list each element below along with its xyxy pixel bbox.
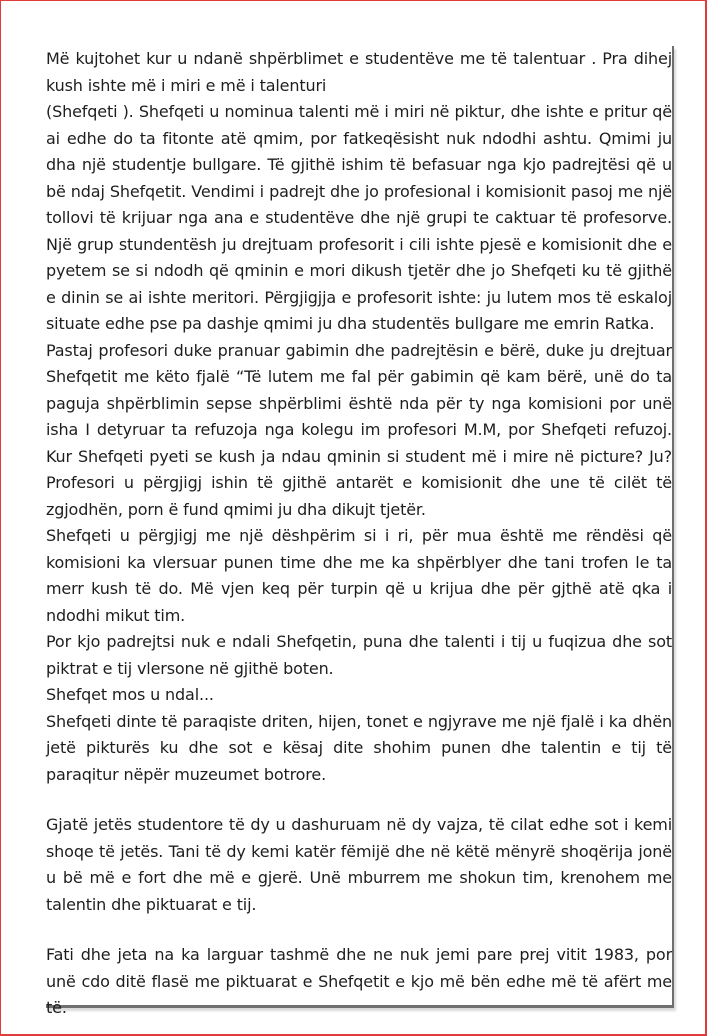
document-text bbox=[46, 46, 672, 1022]
paragraph-5: Por kjo padrejtsi nuk e ndali Shefqetin, puna dhe talenti i tij u fuqizua dhe sot piktrat e tij vlersone në gjithë boten. bbox=[46, 632, 672, 678]
paragraph-1: Më kujtohet kur u ndanë shpërblimet e studentëve me të talentuar . Pra dihej kush ishte më i miri e më i talenturi bbox=[46, 49, 672, 95]
paragraph-2: (Shefqeti ). Shefqeti u nominua talenti më i miri në piktur, dhe ishte e pritur që ai edhe do ta fitonte atë qmim, por fatkeqësisht nuk ndodhi ashtu. Qmimi ju dha një studentje bullgare. Të gjithë ishim të befasuar nga kjo padrejtësi që u bë ndaj Shefqetit. Vendimi i padrejt dhe jo profesional i komisionit pasoj me një tollovi të krijuar nga ana e studentëve dhe një grupi te caktuar të profesorve. Një grup stundentësh ju drejtuam profesorit i cili ishte pjesë e komisionit dhe e pyetem se si ndodh që qminin e mori dikush tjetër dhe jo Shefqeti ku të gjithë e dinin se ai ishte meritori. Përgjigjja e profesorit ishte: ju lutem mos të eskaloj situate edhe pse pa dashje qmimi ju dha studentës bullgare me emrin Ratka. bbox=[46, 102, 672, 333]
paragraph-8: Gjatë jetës studentore të dy u dashuruam në dy vajza, të cilat edhe sot i kemi shoqe të jetës. Tani të dy kemi katër fëmijë dhe në këtë mënyrë shoqërija jonë u bë më e fort dhe më e gjerë. Unë mburrem me shokun tim, krenohem me talentin dhe piktuarat e tij. bbox=[46, 815, 672, 914]
document-page bbox=[46, 46, 674, 1017]
paragraph-spacer bbox=[46, 918, 672, 942]
paragraph-9: Fati dhe jeta na ka larguar tashmë dhe ne nuk jemi pare prej vitit 1983, por unë cdo ditë flasë me piktuarat e Shefqetit e kjo më bën edhe më të afërt me të. bbox=[46, 945, 672, 1017]
paragraph-3: Pastaj profesori duke pranuar gabimin dhe padrejtësin e bërë, duke ju drejtuar Shefqetit me këto fjalë “Të lutem me fal për gabimin që kam bërë, unë do ta paguja shpërblimin sepse shpërblimi është nda për ty nga komisioni por unë isha I detyruar ta refuzoja nga kolegu im profesori M.M, por Shefqeti refuzoj. Kur Shefqeti pyeti se kush ja ndau qminin si student më i mire në picture? Ju? Profesori u përgjigj ishin të gjithë antarët e komisionit dhe une të cilët të zgjodhën, porn ë fund qmimi ju dha dikujt tjetër. bbox=[46, 340, 672, 519]
paragraph-6: Shefqet mos u ndal... bbox=[46, 685, 214, 704]
paragraph-4: Shefqeti u përgjigj me një dëshpërim si i ri, për mua është me rëndësi që komisioni ka vlersuar punen time dhe me ka shpërblyer dhe tani trofen le ta merr kush të do. Më vjen keq për turpin që u krijua dhe për gjthë atë qka i ndodhi mikut tim. bbox=[46, 526, 672, 625]
paragraph-spacer bbox=[46, 788, 672, 812]
paragraph-7: Shefqeti dinte të paraqiste driten, hijen, tonet e ngjyrave me një fjalë i ka dhën jetë pikturës ku dhe sot e kësaj dite shohim punen dhe talentin e tij të paraqitur nëpër muzeumet botrore. bbox=[46, 711, 672, 784]
